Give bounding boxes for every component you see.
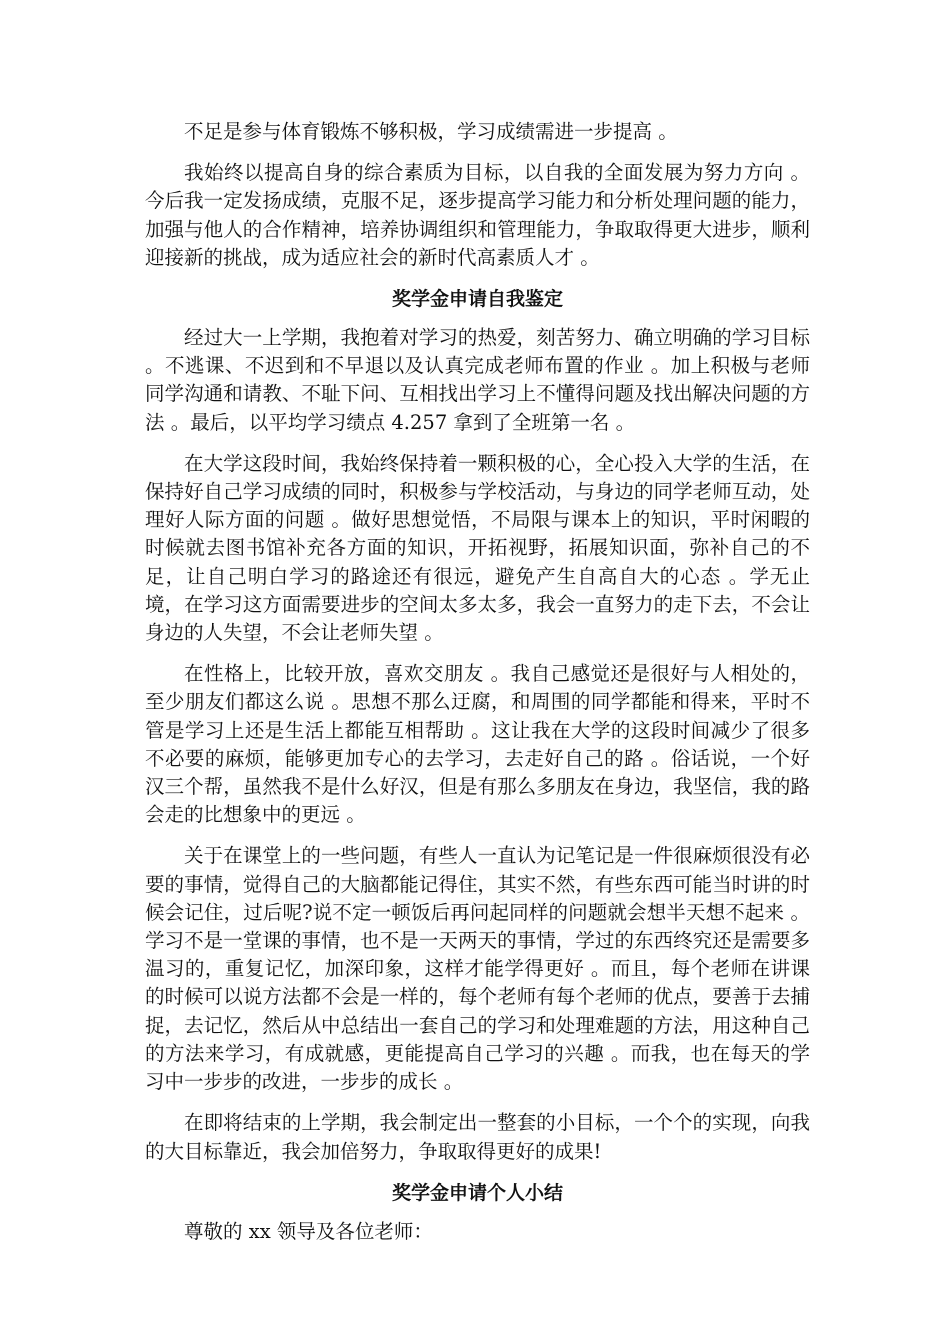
paragraph: 关于在课堂上的一些问题，有些人一直认为记笔记是一件很麻烦很没有必要的事情，觉得自己的大脑都能记得住，其实不然，有些东西可能当时讲的时候会记住，过后呢?说不定一顿饭后再问起同样的问题就会想半天想不起来 。学习不是一堂课的事情，也不是一天两天的事情，学过的东西终究还是需要多温习的，重复记忆，加深印象，这样才能学得更好 。而且，每个老师在讲课的时候可以说方法都不会是一样的，每个老师有每个老师的优点，要善于去捕捉，去记忆，然后从中总结出一套自己的学习和处理难题的方法，用这种自己的方法来学习，有成就感，更能提高自己学习的兴趣 。而我，也在每天的学习中一步步的改进，一步步的成长 。 — [145, 844, 810, 1094]
salutation: 尊敬的 xx 领导及各位老师： — [184, 1219, 433, 1243]
paragraph: 我始终以提高自身的综合素质为目标，以自我的全面发展为努力方向 。今后我一定发扬成绩，克服不足，逐步提高学习能力和分析处理问题的能力，加强与他人的合作精神，培养协调组织和管理能力，争取取得更大进步，顺利迎接新的挑战，成为适应社会的新时代高素质人才 。 — [145, 161, 810, 269]
section-heading: 奖学金申请个人小结 — [391, 1181, 563, 1204]
document-page — [145, 118, 810, 1259]
paragraph: 在即将结束的上学期，我会制定出一整套的小目标，一个个的实现，向我的大目标靠近，我会加倍努力，争取取得更好的成果! — [145, 1111, 810, 1163]
paragraph: 在性格上，比较开放，喜欢交朋友 。我自己感觉还是很好与人相处的，至少朋友们都这么说 。思想不那么迂腐，和周围的同学都能和得来，平时不管是学习上还是生活上都能互相帮助 。这让我在大学的这段时间减少了很多不必要的麻烦，能够更加专心的去学习，去走好自己的路 。俗话说，一个好汉三个帮，虽然我不是什么好汉，但是有那么多朋友在身边，我坚信，我的路会走的比想象中的更远 。 — [145, 662, 810, 827]
paragraph: 不足是参与体育锻炼不够积极，学习成绩需进一步提高 。 — [184, 120, 678, 143]
paragraph: 在大学这段时间，我始终保持着一颗积极的心，全心投入大学的生活，在保持好自己学习成绩的同时，积极参与学校活动，与身边的同学老师互动，处理好人际方面的问题 。做好思想觉悟，不局限与课本上的知识，平时闲暇的时候就去图书馆补充各方面的知识，开拓视野，拓展知识面，弥补自己的不足，让自己明白学习的路途还有很远，避免产生自高自大的心态 。学无止境，在学习这方面需要进步的空间太多太多，我会一直努力的走下去，不会让身边的人失望，不会让老师失望 。 — [145, 451, 810, 645]
section-heading: 奖学金申请自我鉴定 — [391, 288, 563, 311]
paragraph: 经过大一上学期，我抱着对学习的热爱，刻苦努力、确立明确的学习目标 。不逃课、不迟到和不早退以及认真完成老师布置的作业 。加上积极与老师同学沟通和请教、不耻下问、互相找出学习上不懂得问题及找出解决问题的方法 。最后，以平均学习绩点 4.257 拿到了全班第一名 。 — [145, 326, 810, 434]
